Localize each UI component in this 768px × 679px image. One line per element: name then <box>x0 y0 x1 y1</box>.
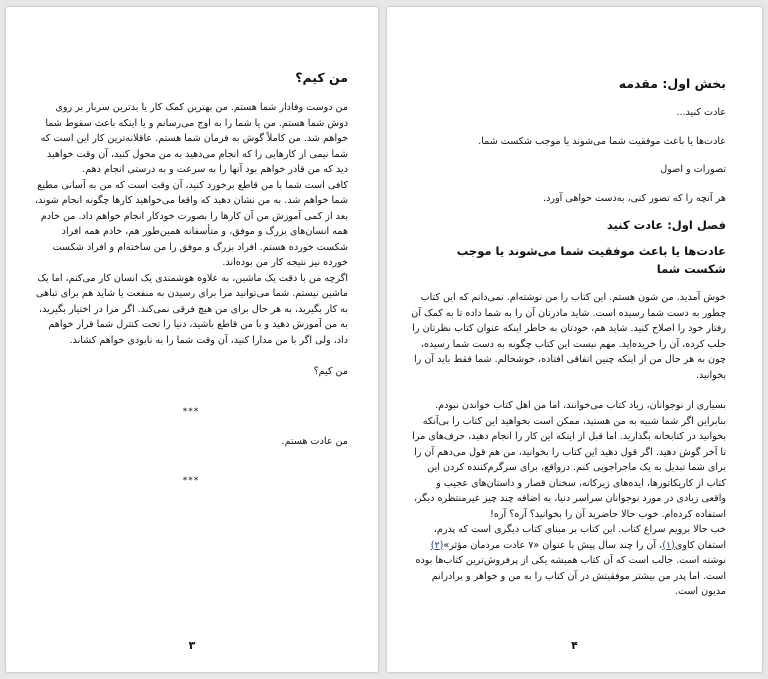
paragraph: کافی است شما با من قاطع برخورد کنید، آن وقت است که من به آسانی مطیع شما خواهم شد. به من نشان دهید که واقعا می‌خواهید کارها چگونه انجام شوند، بعد از کمی آموزش من آن کارها را بصورت خودکار انجام خواهم داد. من خادم همه انسان‌های بزرگ و موفق، و متأسفانه همین‌طور هم، خادم همه افراد شکست خورده هستم. افراد بزرگ و موفق را من ساخته‌ام و افراد شکست خورده نیز نتیجه کار من بوده‌اند. <box>34 179 348 268</box>
separator: *** <box>182 406 200 417</box>
book-page-right <box>386 6 763 673</box>
paragraph <box>411 522 726 600</box>
paragraph-text: نوشته است. جالب است که آن کتاب همیشه یکی از پرفروش‌ترین کتاب‌ها بوده است. اما پدر من بیشتر موفقیتش در آن کتاب را به من و خواهر و برادرانم مدیون است. <box>415 555 726 597</box>
page-number: ۴ <box>571 639 578 652</box>
footnote-link[interactable]: (۲) <box>430 539 444 551</box>
page-number: ۳ <box>188 639 196 652</box>
section-title: بخش اول: مقدمه <box>618 76 726 91</box>
chapter-subtitle: عادت‌ها یا باعث موفقیت شما می‌شوند یا موجب شکست شما <box>456 244 726 276</box>
chapter-title: فصل اول: عادت کنید <box>606 218 726 232</box>
footnote-link[interactable]: (۱) <box>662 539 675 551</box>
answer-text: من عادت هستم. <box>281 435 348 447</box>
page-title: من کیم؟ <box>295 70 348 85</box>
separator: *** <box>182 476 200 486</box>
page-content <box>34 69 348 495</box>
paragraph-text: خب حالا برویم سراغ کتاب. این کتاب بر مبنای کتاب دیگری است که پدرم، استفان کاوی <box>433 524 726 551</box>
paragraph: اگرچه من با دقت یک ماشین، به علاوه هوشمندی یک انسان کار می‌کنم، اما یک ماشین نیستم. شما می‌توانید مرا برای رسیدن به منفعت یا شاید هم برای تباهی به کار بگیرید، به هر حال برای من هیچ فرقی نمی‌کند. اگر مرا در اختیار بگیرید، به من آموزش دهید و با من قاطع باشید، دنیا را تحت کنترل شما قرار خواهم داد، ولی اگر با من مدارا کنید، آن وقت شما را به نابودی خواهم کشاند. <box>36 272 348 346</box>
page-content <box>411 75 726 600</box>
intro-line: تصورات و اصول <box>660 164 726 175</box>
question-text: من کیم؟ <box>313 366 348 377</box>
intro-line: عادت کنید... <box>676 107 726 118</box>
intro-line: هر آنچه را که تصور کنی، به‌دست خواهی آورد. <box>543 192 726 204</box>
paragraph-text: ، آن را چند سال پیش با عنوان «۷ عادت مردمان مؤثر» <box>443 539 663 551</box>
paragraph: خوش آمدید. من شون هستم. این کتاب را من نوشته‌ام. نمی‌دانم که این کتاب چطور به دست شما رسیده است. شاید مادرتان آن را به شما داده تا به کمک آن رفتار خود را اصلاح کنید. شاید هم، خودتان به خاطر اینکه عنوان کتاب نظرتان را جلب کرده، آن را خریده‌اید. مهم نیست این کتاب چگونه به دست شما رسیده، چون به هر حال من از اینکه چنین اتفاقی افتاده، خوشحالم. شما فقط باید آن را بخوانید. <box>411 292 726 381</box>
book-page-left <box>5 6 379 673</box>
intro-line: عادت‌ها یا باعث موفقیت شما می‌شوند یا موجب شکست شما. <box>478 135 726 147</box>
paragraph: بسیاری از نوجوانان، زیاد کتاب می‌خوانند، اما من اهل کتاب خواندن نبودم. بنابراین اگر شما شبیه به من هستید، ممکن است بخواهید این کتاب را بی‌آنکه بخوانید در کتابخانه بگذارید. اما قبل از اینکه این کار را انجام دهید، حرف‌های مرا تا آخر گوش دهید. اگر قول دهید این کتاب را بخوانید، من هم قول می‌دهم آن را برای شما تبدیل به یک ماجراجویی کنم. درواقع، برای سرگرم‌کننده کردن این کتاب از کاریکاتورها، ایده‌های زیرکانه، سخنان قصار و داستان‌های عجیب و واقعی زیادی در مورد نوجوانان سراسر دنیا، به اضافه چند چیز غیرمنتظره دیگر، استفاده کرده‌ام. خوب حالا حاضرید آن را بخوانید؟ آره؟ آره! <box>412 400 726 520</box>
paragraph: من دوست وفادار شما هستم. من بهترین کمک کار یا بدترین سربار بر روی دوش شما هستم. من یا شما را به اوج می‌رسانم و یا اینکه باعث سقوط شما خواهم شد. من کاملاً گوش به فرمان شما هستم. عاقلانه‌ترین کار این است که شما نیمی از کارهایی را که انجام می‌دهید به من محول کنید، آن وقت خواهید دید که من قادر خواهم بود آنها را به سرعت و به درستی انجام دهم. <box>40 102 348 175</box>
